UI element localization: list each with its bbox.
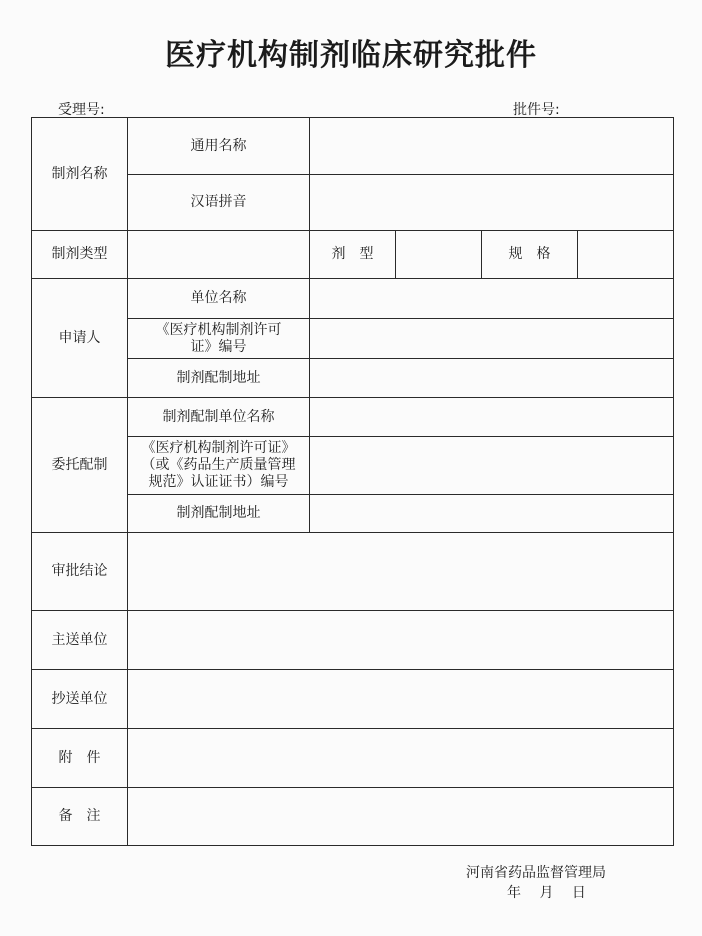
main-recipient-field[interactable] <box>128 611 674 670</box>
pinyin-field[interactable] <box>310 175 674 231</box>
remarks-label: 备 注 <box>32 788 128 846</box>
applicant-address-field[interactable] <box>310 359 674 398</box>
applicant-license-field[interactable] <box>310 319 674 359</box>
applicant-unit-name-field[interactable] <box>310 279 674 319</box>
approval-conclusion-field[interactable] <box>128 533 674 611</box>
attachments-field[interactable] <box>128 729 674 788</box>
commissioned-address-field[interactable] <box>310 495 674 533</box>
commissioned-unit-name-label: 制剂配制单位名称 <box>128 398 310 437</box>
specification-label: 规 格 <box>482 231 578 279</box>
dosage-form-field[interactable] <box>396 231 482 279</box>
generic-name-label: 通用名称 <box>128 118 310 175</box>
main-recipient-label: 主送单位 <box>32 611 128 670</box>
preparation-name-label: 制剂名称 <box>32 118 128 231</box>
issuing-authority: 河南省药品监督管理局 <box>466 865 606 881</box>
pinyin-label: 汉语拼音 <box>128 175 310 231</box>
preparation-type-field[interactable] <box>128 231 310 279</box>
commissioned-license-field[interactable] <box>310 437 674 495</box>
dosage-form-label: 剂 型 <box>310 231 396 279</box>
applicant-address-label: 制剂配制地址 <box>128 359 310 398</box>
preparation-type-label: 制剂类型 <box>32 231 128 279</box>
applicant-license-label: 《医疗机构制剂许可证》编号 <box>128 319 310 359</box>
commissioned-address-label: 制剂配制地址 <box>128 495 310 533</box>
issue-date: 年 月 日 <box>507 885 586 901</box>
commissioned-license-label: 《医疗机构制剂许可证》（或《药品生产质量管理规范》认证证书）编号 <box>128 437 310 495</box>
acceptance-number-label: 受理号: <box>58 102 105 118</box>
approval-form-table <box>31 117 674 846</box>
commissioned-label: 委托配制 <box>32 398 128 533</box>
specification-field[interactable] <box>578 231 674 279</box>
attachments-label: 附 件 <box>32 729 128 788</box>
approval-number-label: 批件号: <box>513 102 560 118</box>
commissioned-unit-name-field[interactable] <box>310 398 674 437</box>
generic-name-field[interactable] <box>310 118 674 175</box>
approval-conclusion-label: 审批结论 <box>32 533 128 611</box>
cc-recipient-label: 抄送单位 <box>32 670 128 729</box>
applicant-label: 申请人 <box>32 279 128 398</box>
cc-recipient-field[interactable] <box>128 670 674 729</box>
remarks-field[interactable] <box>128 788 674 846</box>
document-title: 医疗机构制剂临床研究批件 <box>165 38 537 73</box>
applicant-unit-name-label: 单位名称 <box>128 279 310 319</box>
